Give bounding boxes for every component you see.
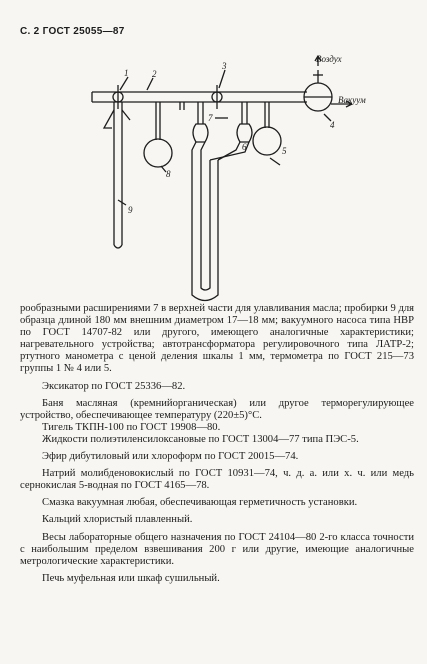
label-7: 7 bbox=[208, 113, 213, 123]
paragraph-crucible: Тигель ТКПН-100 по ГОСТ 19908—80. bbox=[42, 421, 221, 433]
label-9: 9 bbox=[128, 205, 133, 215]
body-text bbox=[20, 303, 414, 585]
paragraph-scales: Весы лабораторные общего назначения по ГОСТ 24104—80 2-го класса точности с наибольшим пределом взвешивания 200 г или другие, имеющие аналогичные метрологические характеристики. bbox=[20, 531, 414, 567]
apparatus-diagram bbox=[0, 50, 427, 305]
paragraph-pes-liquids: Жидкости полиэтиленсилоксановые по ГОСТ 13004—77 типа ПЭС-5. bbox=[42, 433, 359, 445]
label-8: 8 bbox=[166, 169, 171, 179]
apparatus-figure bbox=[0, 50, 427, 305]
paragraph-calcium-chloride: Кальций хлористый плавленный. bbox=[42, 514, 193, 526]
label-3: 3 bbox=[222, 61, 227, 71]
paragraph-equipment-continued: рообразными расширениями 7 в верхней части для улавливания масла; пробирки 9 для образца длиной 180 мм внешним диаметром 17—18 мм; вакуумного насоса типа НВР по ГОСТ 14707-82 или другого, имеющего аналогичные характеристики; нагревательного устройства; автотрансформатора регулировочного типа ЛАТР-2; ртутного манометра с ценой деления шкалы 1 мм, термометра по ГОСТ 215—73 группы 1 № 4 или 5. bbox=[20, 303, 414, 375]
label-1: 1 bbox=[124, 68, 129, 78]
flask-5 bbox=[253, 127, 281, 155]
page-header: С. 2 ГОСТ 25055—87 bbox=[20, 26, 125, 37]
label-air: Воздух bbox=[316, 54, 342, 64]
flask-8 bbox=[144, 139, 172, 167]
label-5: 5 bbox=[282, 146, 287, 156]
paragraph-sodium-molybdate: Натрий молибденовокислый по ГОСТ 10931—74, ч. д. а. или х. ч. или медь сернокислая 5-водная по ГОСТ 4165—78. bbox=[20, 468, 414, 492]
paragraph-ether: Эфир дибутиловый или хлороформ по ГОСТ 20015—74. bbox=[42, 451, 299, 463]
label-2: 2 bbox=[152, 69, 157, 79]
paragraph-vacuum-grease: Смазка вакуумная любая, обеспечивающая герметичность установки. bbox=[42, 497, 358, 509]
trap-bulb-7-right bbox=[237, 124, 252, 142]
paragraph-oil-bath: Баня масляная (кремнийорганическая) или другое терморегулирующее устройство, обеспечивающее температуру (220±5)°С. bbox=[20, 397, 414, 421]
paragraph-desiccator: Эксикатор по ГОСТ 25336—82. bbox=[42, 380, 186, 392]
label-4: 4 bbox=[330, 120, 335, 130]
trap-bulb-7-left bbox=[193, 124, 208, 142]
paragraph-furnace: Печь муфельная или шкаф сушильный. bbox=[42, 572, 220, 584]
label-vacuum: Вакуум bbox=[338, 95, 366, 105]
label-6: 6 bbox=[242, 142, 247, 152]
